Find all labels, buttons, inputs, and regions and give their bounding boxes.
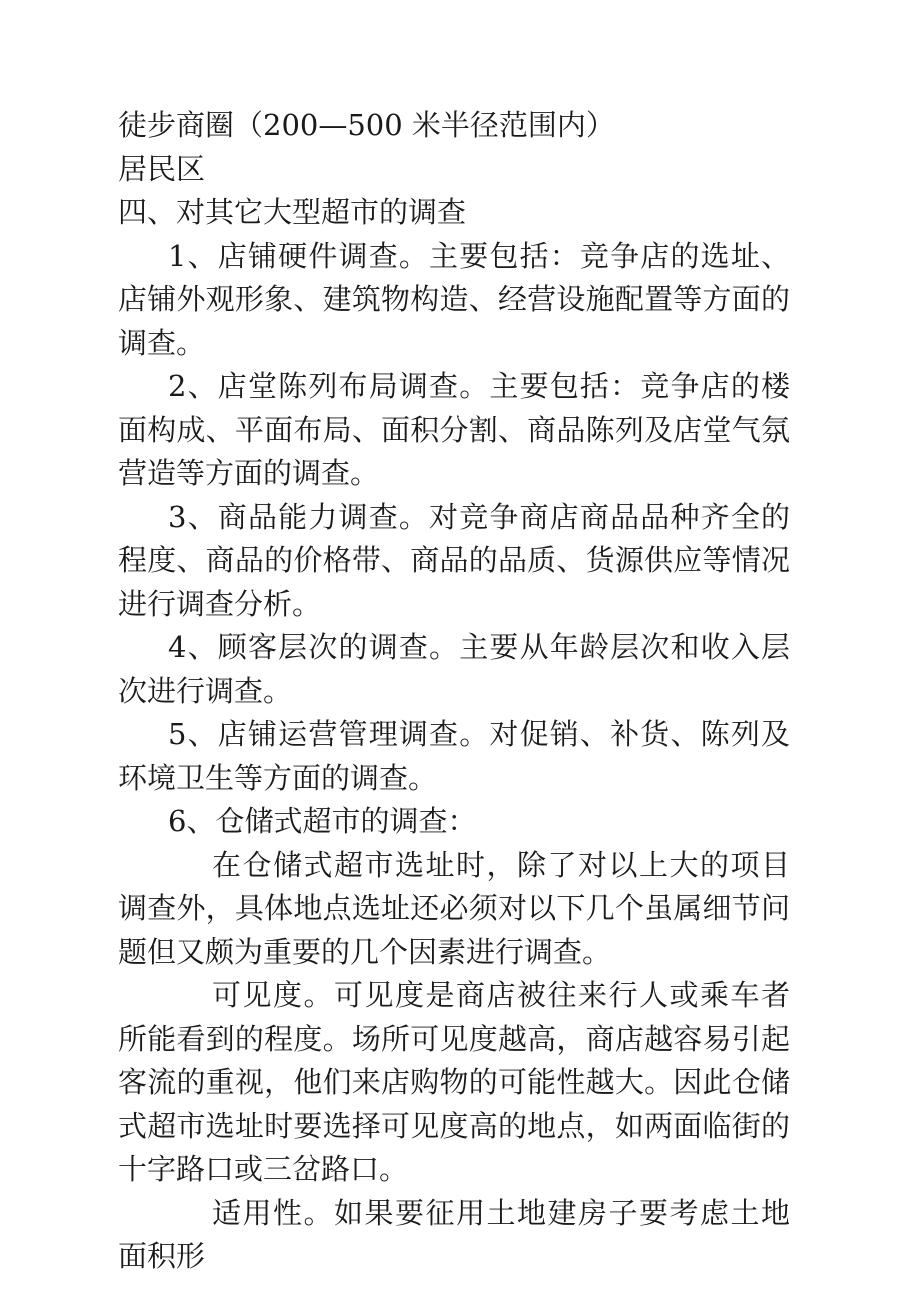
- paragraph-item-1-store-hardware-survey: 1、店铺硬件调查。主要包括：竞争店的选址、店铺外观形象、建筑物构造、经营设施配置等方面的调查。: [118, 238, 790, 360]
- paragraph-site-selection-details: 在仓储式超市选址时，除了对以上大的项目调查外，具体地点选址还必须对以下几个虽属细节问题但又颇为重要的几个因素进行调查。: [118, 847, 790, 969]
- paragraph-residential-area: 居民区: [118, 151, 206, 186]
- paragraph-suitability: 适用性。如果要征用土地建房子要考虑土地面积形: [118, 1195, 790, 1273]
- paragraph-visibility: 可见度。可见度是商店被往来行人或乘车者所能看到的程度。场所可见度越高，商店越容易引起客流的重视，他们来店购物的可能性越大。因此仓储式超市选址时要选择可见度高的地点，如两面临街的十字路口或三岔路口。: [118, 978, 790, 1186]
- paragraph-item-2-display-layout-survey: 2、店堂陈列布局调查。主要包括：竞争店的楼面构成、平面布局、面积分割、商品陈列及店堂气氛营造等方面的调查。: [118, 369, 790, 490]
- paragraph-item-3-merchandise-capability-survey: 3、商品能力调查。对竞争商店商品品种齐全的程度、商品的价格带、商品的品质、货源供应等情况进行调查分析。: [118, 499, 790, 621]
- paragraph-section-heading-four: 四、对其它大型超市的调查: [118, 195, 467, 229]
- paragraph-item-6-warehouse-supermarket-survey: 6、仓储式超市的调查：: [168, 804, 477, 838]
- paragraph-item-5-store-operations-survey: 5、店铺运营管理调查。对促销、补货、陈列及环境卫生等方面的调查。: [118, 717, 790, 795]
- document-text-body: [118, 104, 790, 1279]
- paragraph-walking-trade-area: 徒步商圈（200—500 米半径范围内）: [118, 108, 615, 142]
- paragraph-item-4-customer-tier-survey: 4、顾客层次的调查。主要从年龄层次和收入层次进行调查。: [118, 630, 790, 708]
